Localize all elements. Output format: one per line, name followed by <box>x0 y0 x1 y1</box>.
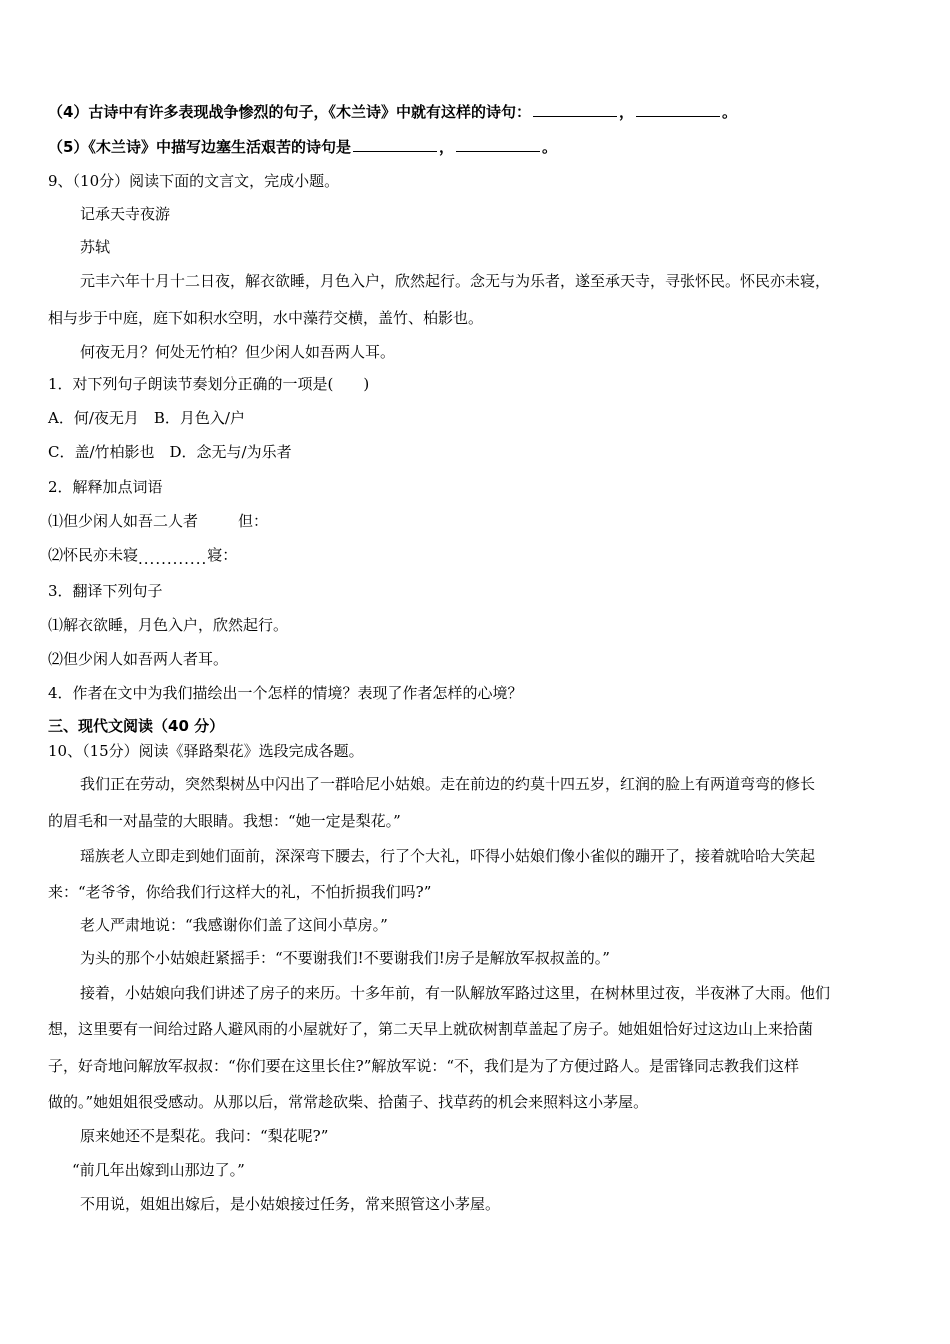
question-4: （4）古诗中有许多表现战争惨烈的句子，《木兰诗》中就有这样的诗句： ， 。 <box>48 103 737 121</box>
subquestion-3-1: ⑴解衣欲睡，月色入户，欣然起行。 <box>48 616 289 634</box>
passage-line: 老人严肃地说：“我感谢你们盖了这间小草房。” <box>80 916 388 934</box>
passage-line: 为头的那个小姑娘赶紧摇手：“不要谢我们!不要谢我们!房子是解放军叔叔盖的。” <box>80 949 610 967</box>
question-5: （5）《木兰诗》中描写边塞生活艰苦的诗句是 ， 。 <box>48 138 557 156</box>
passage-line: 何夜无月？何处无竹柏？但少闲人如吾两人耳。 <box>80 343 396 361</box>
subquestion-2-2: ⑵怀民亦未寝............寝： <box>48 546 238 568</box>
options-cd: C．盖/竹柏影也 D．念无与/为乐者 <box>48 443 292 461</box>
passage-line: 的眉毛和一对晶莹的大眼睛。我想：“她一定是梨花。” <box>48 812 401 830</box>
answer-blank[interactable] <box>456 137 540 152</box>
passage-line: 相与步于中庭，庭下如积水空明，水中藻荇交横，盖竹、柏影也。 <box>48 309 484 327</box>
subquestion-4: 4．作者在文中为我们描绘出一个怎样的情境？表现了作者怎样的心境？ <box>48 684 523 702</box>
subquestion-2-1: ⑴但少闲人如吾二人者 但： <box>48 512 269 530</box>
passage-line: 原来她还不是梨花。我问：“梨花呢?” <box>80 1127 329 1145</box>
passage-line: 想，这里要有一间给过路人避风雨的小屋就好了，第二天早上就砍树割草盖起了房子。她姐姐恰好过这边山上来拾菌 <box>48 1020 814 1038</box>
passage-line: 瑶族老人立即走到她们面前，深深弯下腰去，行了个大礼，吓得小姑娘们像小雀似的蹦开了，接着就哈哈大笑起 <box>80 847 816 865</box>
passage-line: “前几年出嫁到山那边了。” <box>72 1161 245 1179</box>
emphasis-dots: ............ <box>138 550 208 568</box>
subquestion-1: 1．对下列句子朗读节奏划分正确的一项是( ) <box>48 375 370 393</box>
passage-line: 来：“老爷爷，你给我们行这样大的礼，不怕折损我们吗?” <box>48 883 432 901</box>
author: 苏轼 <box>80 238 111 256</box>
passage-line: 接着，小姑娘向我们讲述了房子的来历。十多年前，有一队解放军路过这里，在树林里过夜，半夜淋了大雨。他们 <box>80 984 831 1002</box>
q5-text: （5）《木兰诗》中描写边塞生活艰苦的诗句是 <box>48 138 351 156</box>
question-10-title: 10、（15分）阅读《驿路梨花》选段完成各题。 <box>48 742 364 760</box>
q4-text: （4）古诗中有许多表现战争惨烈的句子，《木兰诗》中就有这样的诗句： <box>48 103 531 121</box>
subquestion-3: 3．翻译下列句子 <box>48 582 163 600</box>
section-heading: 三、现代文阅读（40 分） <box>48 717 225 735</box>
answer-blank[interactable] <box>636 102 720 117</box>
passage-line: 元丰六年十月十二日夜，解衣欲睡，月色入户，欣然起行。念无与为乐者，遂至承天寺，寻张怀民。怀民亦未寝， <box>80 272 831 290</box>
answer-blank[interactable] <box>533 102 617 117</box>
options-ab: A．何/夜无月 B．月色入/户 <box>48 409 245 427</box>
question-9-title: 9、（10分）阅读下面的文言文，完成小题。 <box>48 172 340 190</box>
passage-line: 我们正在劳动，突然梨树丛中闪出了一群哈尼小姑娘。走在前边的约莫十四五岁，红润的脸上有两道弯弯的修长 <box>80 775 816 793</box>
passage-line: 做的。”她姐姐很受感动。从那以后，常常趁砍柴、拾菌子、找草药的机会来照料这小茅屋。 <box>48 1093 649 1111</box>
poem-title: 记承天寺夜游 <box>80 205 171 223</box>
subquestion-3-2: ⑵但少闲人如吾两人者耳。 <box>48 650 229 668</box>
passage-line: 子，好奇地问解放军叔叔：“你们要在这里长住?”解放军说：“不，我们是为了方便过路人。是雷锋同志教我们这样 <box>48 1057 800 1075</box>
passage-line: 不用说，姐姐出嫁后，是小姑娘接过任务，常来照管这小茅屋。 <box>80 1195 501 1213</box>
subquestion-2: 2．解释加点词语 <box>48 478 163 496</box>
answer-blank[interactable] <box>353 137 437 152</box>
